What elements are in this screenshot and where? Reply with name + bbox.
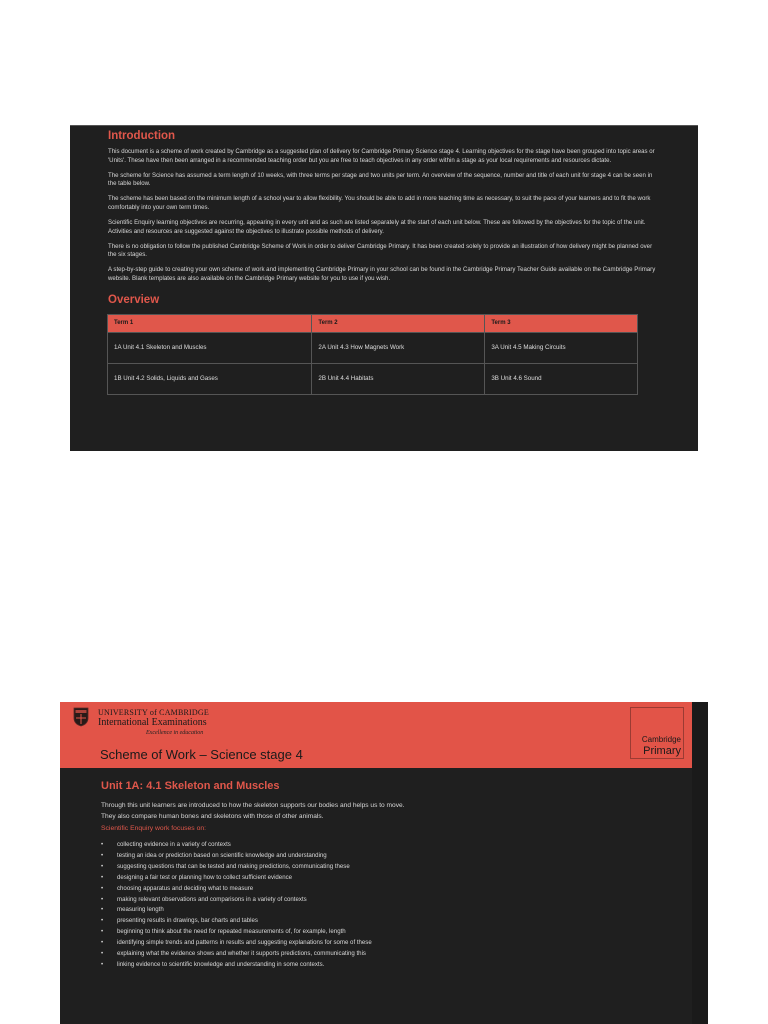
enquiry-bullet-list [101, 840, 681, 971]
university-name: UNIVERSITY of CAMBRIDGE [98, 708, 209, 717]
university-crest-icon [73, 707, 89, 727]
intro-paragraph: This document is a scheme of work created by Cambridge as a suggested plan of delivery for Cambridge Primary Science stage 4. Learning objectives for the stage have been grouped into topic areas or 'Units'. These have then been arranged in a recommended teaching order but you are free to teach objectives in any order within a stage as your local requirements and resources dictate. [108, 148, 655, 164]
term-1-header: Term 1 [108, 314, 312, 332]
intro-paragraph: The scheme has been based on the minimum length of a school year to allow flexibility. You should be able to add in more teaching time as necessary, to suit the pace of your learners and to fit the work comfortably into your own term times. [108, 195, 651, 211]
table-cell: 3A Unit 4.5 Making Circuits [485, 332, 638, 363]
table-row [108, 363, 638, 394]
overview-table [107, 314, 638, 395]
document-title: Scheme of Work – Science stage 4 [100, 747, 303, 762]
page-edge-shadow [692, 702, 708, 1024]
intro-paragraph: A step-by-step guide to creating your own scheme of work and implementing Cambridge Primary in your school can be found in the Cambridge Primary Teacher Guide available on the Cambridge Primary website. Blank templates are also available on the Cambridge Primary website for you to use if you wish. [108, 266, 656, 283]
tagline: Excellence in education [146, 730, 204, 736]
introduction-heading: Introduction [108, 130, 176, 142]
list-item: • collecting evidence in a variety of contexts [101, 840, 681, 851]
overview-heading: Overview [108, 293, 160, 306]
list-item: • making relevant observations and comparisons in a variety of contexts [101, 895, 681, 906]
enquiry-subheading: Scientific Enquiry work focuses on: [101, 825, 207, 832]
list-item: • presenting results in drawings, bar charts and tables [101, 916, 681, 927]
logo-line-1: Cambridge [641, 735, 681, 744]
unit-intro-line: They also compare human bones and skeletons with those of other animals. [101, 813, 324, 820]
intro-paragraph: There is no obligation to follow the published Cambridge Scheme of Work in order to deliver Cambridge Primary. It has been created solely to provide an illustration of how delivery might be planned over the six stages. [108, 242, 653, 259]
logo-line-2: Primary [643, 745, 681, 757]
list-item: • identifying simple trends and patterns in results and suggesting explanations for some of these [101, 938, 681, 949]
unit-intro-line: Through this unit learners are introduced to how the skeleton supports our bodies and helps us to move. [101, 802, 405, 809]
list-item: • linking evidence to scientific knowledge and understanding in some contexts. [101, 960, 681, 971]
exam-board-name: International Examinations [98, 717, 207, 728]
table-row [108, 332, 638, 363]
page-header-banner [60, 702, 692, 768]
term-2-header: Term 2 [312, 314, 485, 332]
table-header-row [108, 314, 638, 332]
list-item: • measuring length [101, 905, 681, 916]
list-item: • choosing apparatus and deciding what to measure [101, 884, 681, 895]
table-cell: 2B Unit 4.4 Habitats [312, 363, 485, 394]
list-item: • explaining what the evidence shows and whether it supports predictions, communicating this [101, 949, 681, 960]
intro-paragraph: Scientific Enquiry learning objectives are recurring, appearing in every unit and as such are listed separately at the start of each unit below. These are followed by the objectives for the topic of the unit. Activities and resources are suggested against the objectives to illustrate possible methods of delivery. [108, 219, 646, 235]
list-item: • suggesting questions that can be tested and making predictions, communicating these [101, 862, 681, 873]
introduction-panel [70, 125, 698, 451]
table-cell: 1B Unit 4.2 Solids, Liquids and Gases [108, 363, 312, 394]
unit-content [101, 780, 681, 971]
unit-heading: Unit 1A: 4.1 Skeleton and Muscles [101, 780, 280, 792]
cambridge-primary-logo [630, 707, 684, 759]
table-cell: 2A Unit 4.3 How Magnets Work [312, 332, 485, 363]
intro-paragraph: The scheme for Science has assumed a term length of 10 weeks, with three terms per stage and two units per term. An overview of the sequence, number and title of each unit for stage 4 can be seen in the table below. [108, 171, 653, 188]
list-item: • designing a fair test or planning how to collect sufficient evidence [101, 873, 681, 884]
term-3-header: Term 3 [485, 314, 638, 332]
table-cell: 3B Unit 4.6 Sound [485, 363, 638, 394]
scheme-of-work-page [60, 702, 692, 1024]
list-item: • beginning to think about the need for repeated measurements of, for example, length [101, 927, 681, 938]
list-item: • testing an idea or prediction based on scientific knowledge and understanding [101, 851, 681, 862]
table-cell: 1A Unit 4.1 Skeleton and Muscles [108, 332, 312, 363]
